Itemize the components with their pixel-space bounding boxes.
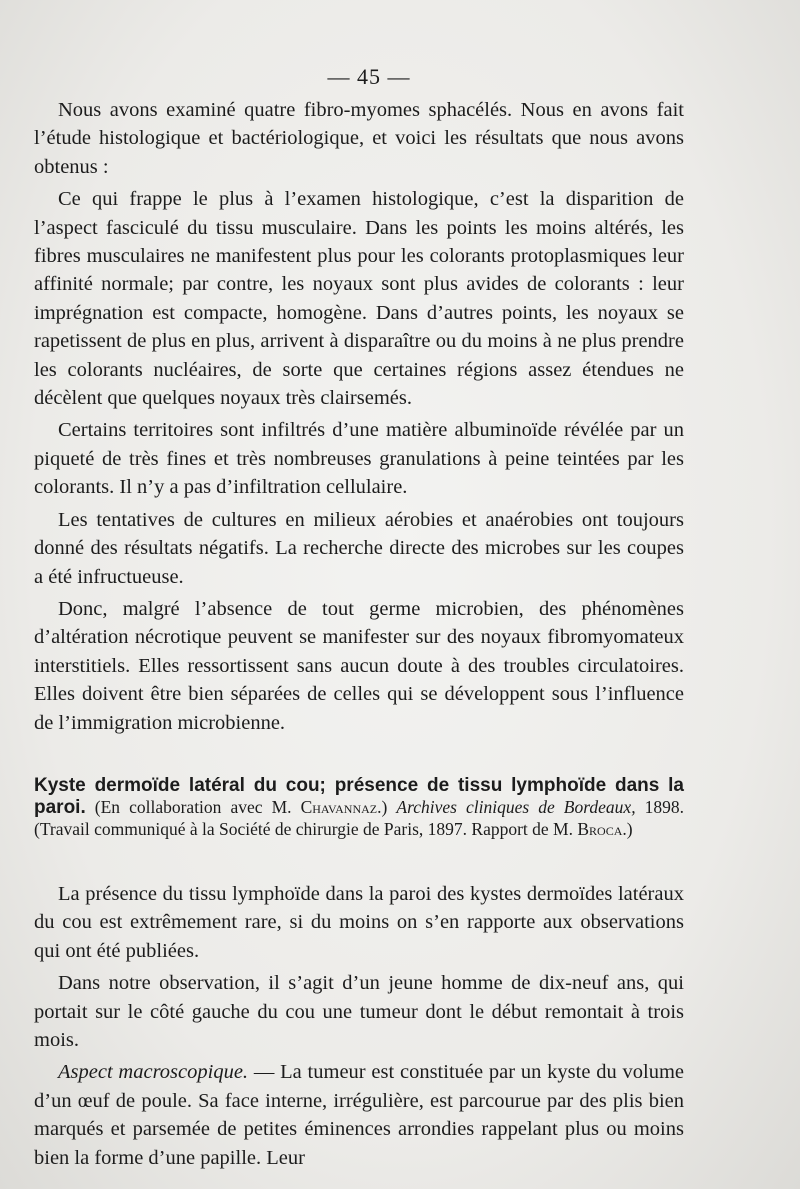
reporter-name: Broca xyxy=(577,818,623,839)
paragraph: Donc, malgré l’absence de tout germe microbien, des phénomènes d’altération nécrotique peuvent se manifester sur des noyaux fibromyomateux interstitiels. Elles ressortissent sans aucun doute à des troubles circulatoires. Elles doivent être bien séparées de celles qui se développent sous l’influence de l’immigration microbienne. xyxy=(34,597,684,734)
section-kyste xyxy=(34,880,684,1176)
paragraph xyxy=(34,1058,684,1172)
collab-suffix: .) xyxy=(377,796,388,817)
paragraph: Certains territoires sont infiltrés d’une matière albuminoïde révélée par un piqueté de très fines et très nombreuses granulations à peine teintées par les colorants. Il n’y a pas d’infiltration cellulaire. xyxy=(34,419,684,499)
bibliography-entry xyxy=(34,775,684,840)
collab-prefix: (En collaboration avec M. xyxy=(94,796,292,817)
paragraph-text: — La tumeur est constituée par un kyste du volume d’un œuf de poule. Sa face interne, irrégulière, est parcourue par des plis bien marqués et parsemée de petites éminences arrondies rappelant plus ou moins bien la forme d’une papille. Leur xyxy=(34,1061,684,1169)
subheading-aspect: Aspect macroscopique. xyxy=(58,1061,249,1084)
entry-title: Kyste dermoïde latéral du cou; présence de tissu lymphoïde dans la paroi. xyxy=(34,775,684,818)
journal-year: 1898. xyxy=(644,796,684,817)
paragraph: Dans notre observation, il s’agit d’un jeune homme de dix-neuf ans, qui portait sur le côté gauche du cou une tumeur dont le début remontait à trois mois. xyxy=(34,972,684,1052)
work-note: (Travail communiqué à la Société de chirurgie de Paris, 1897. Rapport de M. xyxy=(34,818,573,839)
paragraph: La présence du tissu lymphoïde dans la paroi des kystes dermoïdes latéraux du cou est extrêmement rare, si du moins on s’en rapporte aux observations qui ont été publiées. xyxy=(34,883,684,962)
reporter-suffix: .) xyxy=(622,818,633,839)
collaborator-name: Chavannaz xyxy=(300,796,378,817)
paragraph: Les tentatives de cultures en milieux aérobies et anaérobies ont toujours donné des résultats négatifs. La recherche directe des microbes sur les coupes a été infructueuse. xyxy=(34,508,684,588)
paragraph: Ce qui frappe le plus à l’examen histologique, c’est la disparition de l’aspect fasciculé du tissu musculaire. Dans les points les moins altérés, les fibres musculaires ne manifestent plus pour les colorants protoplasmiques leur affinité normale; par contre, les noyaux sont plus avides de colorants : leur imprégnation est compacte, homogène. Dans d’autres points, les noyaux se rapetissent de plus en plus, arrivent à disparaître ou du moins à ne plus prendre les colorants nucléaires, de sorte que certaines régions assez étendues ne décèlent que quelques noyaux très clairsemés. xyxy=(34,188,684,410)
entry-collaboration xyxy=(95,797,388,817)
section-fibromyomes xyxy=(34,96,684,741)
page-number: — 45 — xyxy=(327,64,411,89)
journal-name: Archives cliniques de Bordeaux, xyxy=(396,796,636,817)
paragraph: Nous avons examiné quatre fibro-myomes sphacélés. Nous en avons fait l’étude histologique et bactériologique, et voici les résultats que nous avons obtenus : xyxy=(34,99,684,178)
